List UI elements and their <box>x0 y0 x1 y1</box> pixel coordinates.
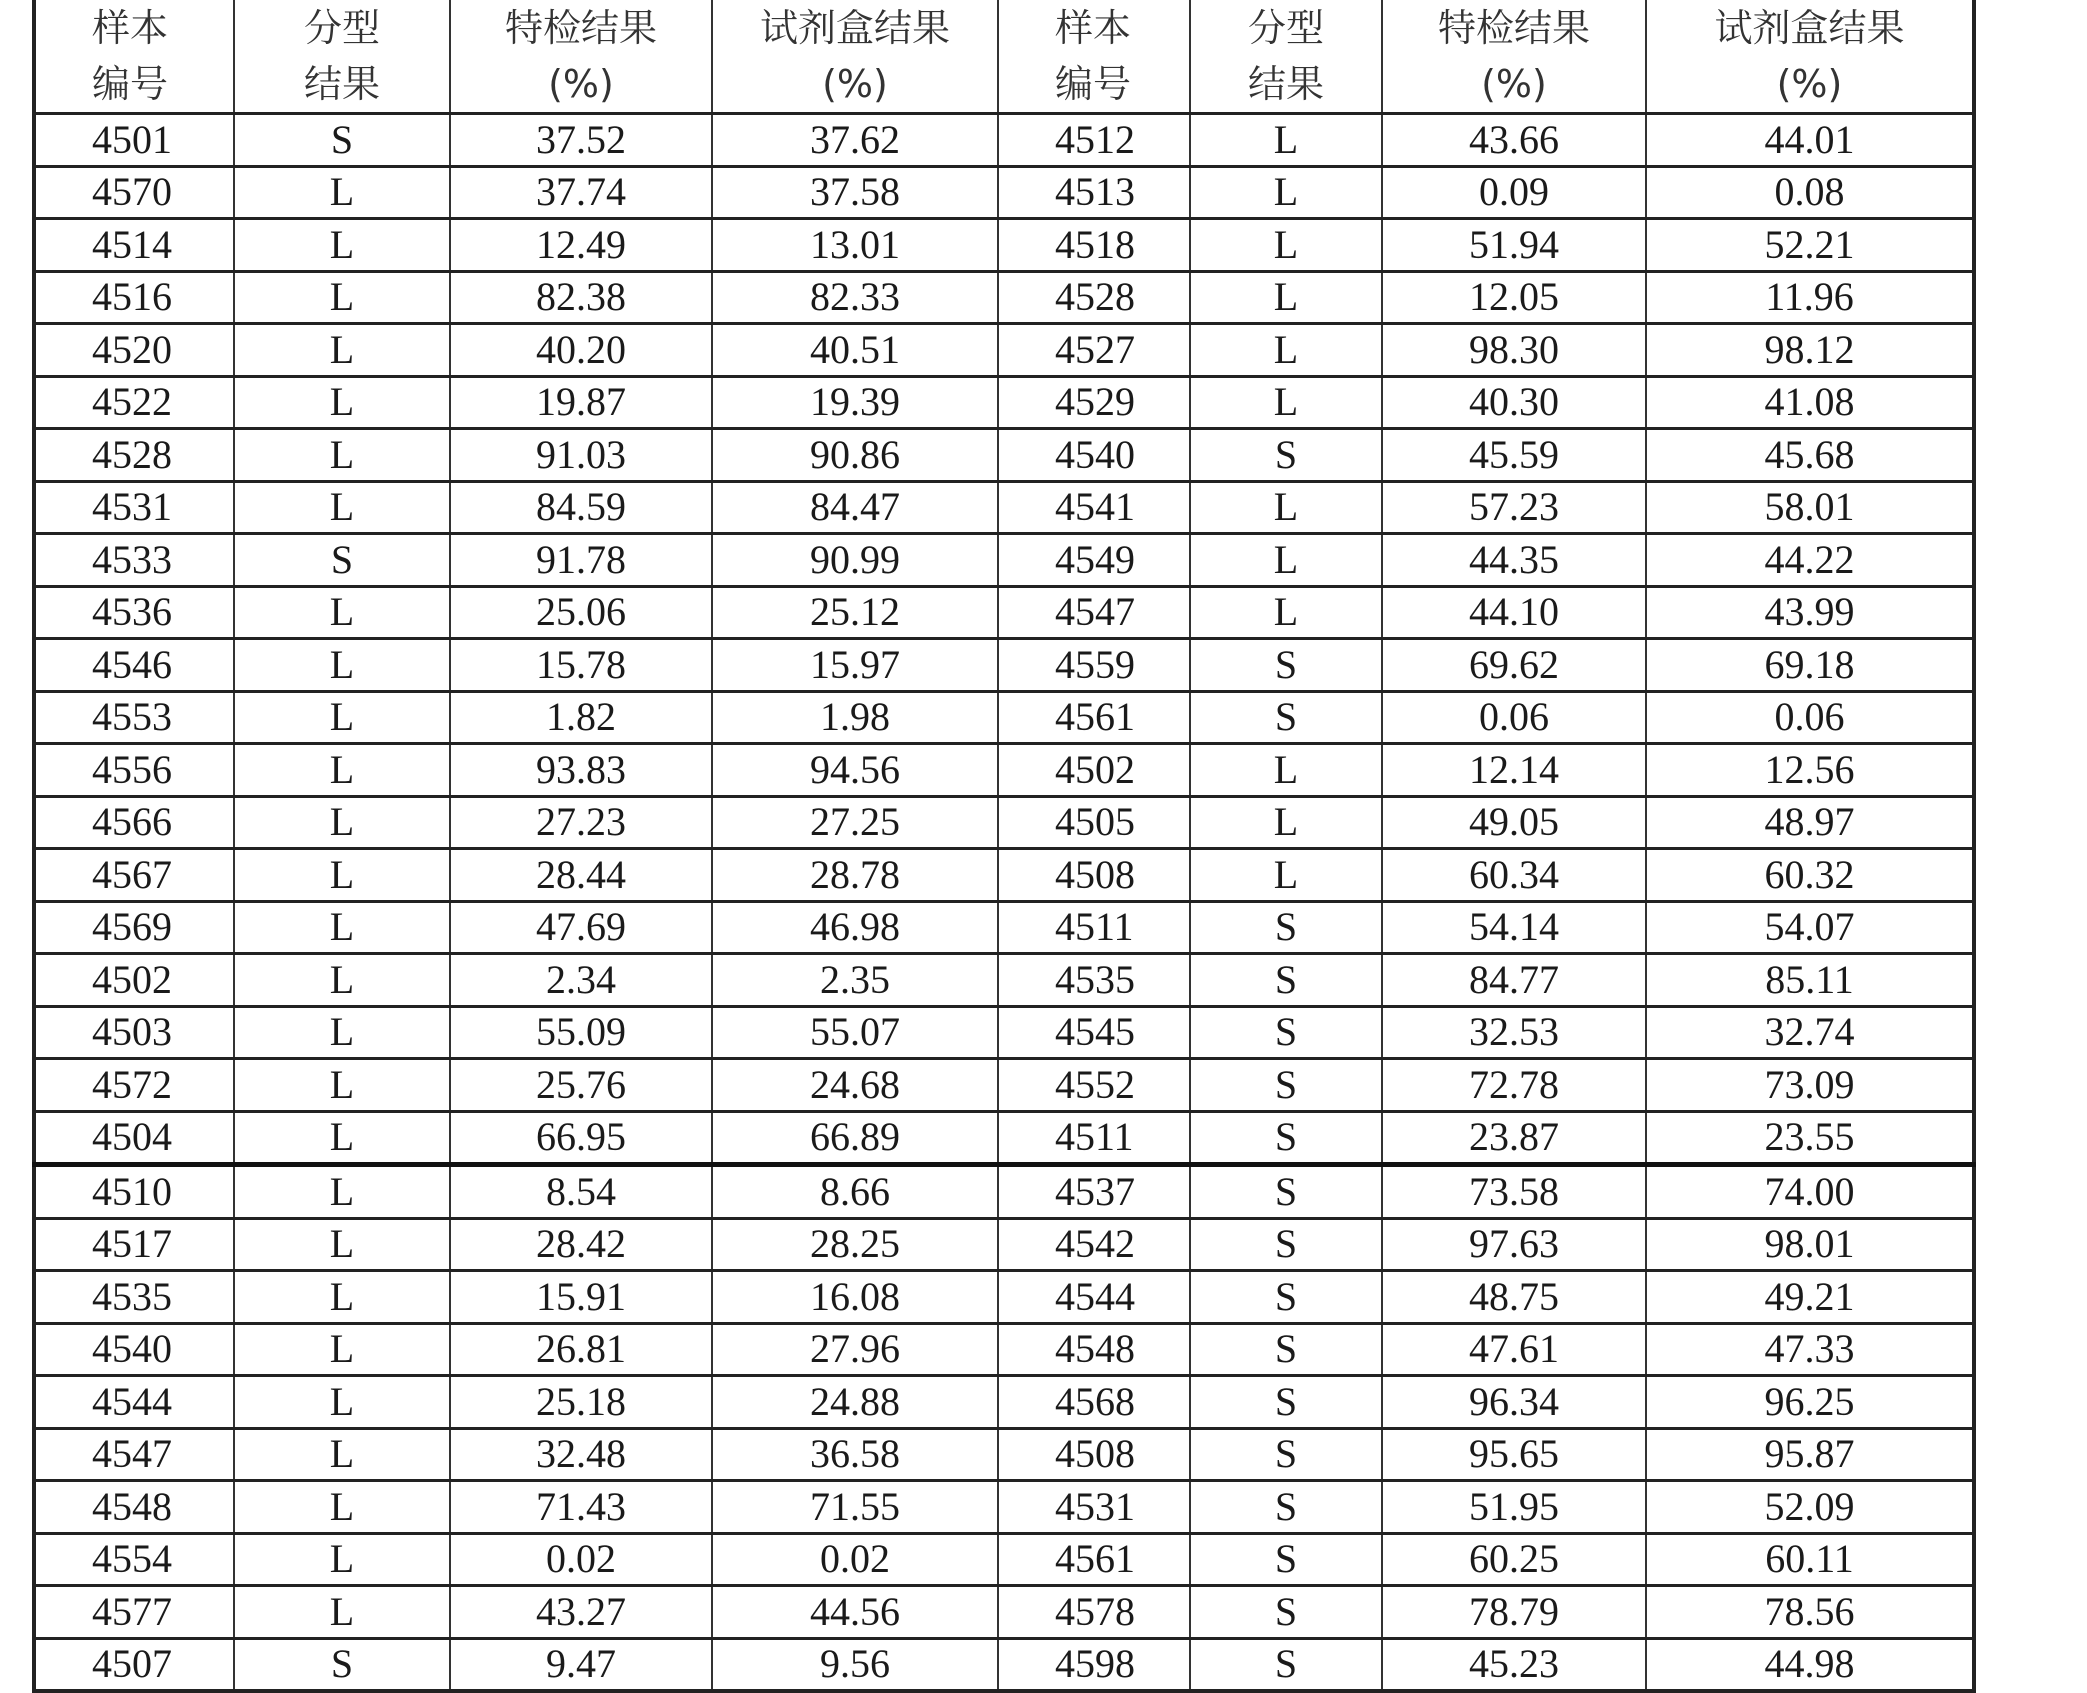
special-test-cell: 51.95 <box>1382 1481 1646 1534</box>
kit-result-cell: 32.74 <box>1646 1006 1974 1059</box>
special-test-cell: 84.77 <box>1382 954 1646 1007</box>
sample-id-cell: 4547 <box>34 1428 234 1481</box>
genotype-cell: S <box>1190 1218 1382 1271</box>
special-test-cell: 25.06 <box>450 586 712 639</box>
genotype-cell: S <box>1190 1481 1382 1534</box>
genotype-cell: L <box>234 901 450 954</box>
kit-result-cell: 28.25 <box>712 1218 998 1271</box>
special-test-cell: 69.62 <box>1382 639 1646 692</box>
table-row <box>34 849 1974 902</box>
genotype-cell: L <box>234 744 450 797</box>
special-test-cell: 44.35 <box>1382 534 1646 587</box>
sample-id-cell: 4529 <box>998 376 1190 429</box>
special-test-cell: 8.54 <box>450 1165 712 1219</box>
special-test-cell: 12.05 <box>1382 271 1646 324</box>
genotype-cell: S <box>1190 1376 1382 1429</box>
sample-id-cell: 4527 <box>998 324 1190 377</box>
header-line: 特检结果 <box>504 6 657 50</box>
sample-id-cell: 4578 <box>998 1586 1190 1639</box>
genotype-cell: S <box>1190 429 1382 482</box>
sample-id-cell: 4517 <box>34 1218 234 1271</box>
kit-result-cell: 95.87 <box>1646 1428 1974 1481</box>
header-line: 试剂盒结果 <box>1714 6 1905 50</box>
table-row <box>34 1376 1974 1429</box>
sample-id-cell: 4503 <box>34 1006 234 1059</box>
sample-id-cell: 4536 <box>34 586 234 639</box>
genotype-cell: S <box>234 534 450 587</box>
table-row <box>34 954 1974 1007</box>
kit-result-cell: 8.66 <box>712 1165 998 1219</box>
genotype-cell: S <box>1190 1006 1382 1059</box>
kit-result-cell: 66.89 <box>712 1111 998 1165</box>
genotype-cell: L <box>234 1271 450 1324</box>
special-test-cell: 72.78 <box>1382 1059 1646 1112</box>
special-test-cell: 78.79 <box>1382 1586 1646 1639</box>
genotype-cell: S <box>234 1638 450 1691</box>
genotype-cell: L <box>234 1006 450 1059</box>
special-test-cell: 84.59 <box>450 481 712 534</box>
special-test-cell: 96.34 <box>1382 1376 1646 1429</box>
header-line: 编号 <box>1055 62 1132 106</box>
kit-result-cell: 37.62 <box>712 114 998 167</box>
special-test-cell: 44.10 <box>1382 586 1646 639</box>
kit-result-cell: 27.25 <box>712 796 998 849</box>
genotype-cell: L <box>1190 534 1382 587</box>
sample-id-cell: 4531 <box>998 1481 1190 1534</box>
genotype-cell: L <box>234 954 450 1007</box>
kit-result-cell: 54.07 <box>1646 901 1974 954</box>
table-row <box>34 271 1974 324</box>
genotype-cell: L <box>234 219 450 272</box>
special-test-cell: 91.03 <box>450 429 712 482</box>
special-test-cell: 40.30 <box>1382 376 1646 429</box>
sample-id-cell: 4528 <box>34 429 234 482</box>
table-row <box>34 1586 1974 1639</box>
kit-result-cell: 98.12 <box>1646 324 1974 377</box>
sample-id-cell: 4518 <box>998 219 1190 272</box>
special-test-cell: 0.09 <box>1382 166 1646 219</box>
header-sample-id <box>34 0 234 114</box>
special-test-cell: 73.58 <box>1382 1165 1646 1219</box>
special-test-cell: 25.76 <box>450 1059 712 1112</box>
special-test-cell: 37.52 <box>450 114 712 167</box>
genotype-cell: S <box>1190 1533 1382 1586</box>
sample-id-cell: 4553 <box>34 691 234 744</box>
sample-id-cell: 4508 <box>998 1428 1190 1481</box>
table-row <box>34 691 1974 744</box>
genotype-cell: L <box>234 1218 450 1271</box>
table-row <box>34 481 1974 534</box>
header-line: (%) <box>822 62 888 106</box>
table-row <box>34 1271 1974 1324</box>
header-line: 样本 <box>1055 6 1132 50</box>
sample-id-cell: 4512 <box>998 114 1190 167</box>
header-line: 编号 <box>92 62 169 106</box>
sample-id-cell: 4522 <box>34 376 234 429</box>
table-row <box>34 1006 1974 1059</box>
genotype-cell: L <box>1190 796 1382 849</box>
table-row <box>34 1111 1974 1165</box>
special-test-cell: 28.42 <box>450 1218 712 1271</box>
sample-id-cell: 4554 <box>34 1533 234 1586</box>
table-row <box>34 219 1974 272</box>
special-test-cell: 95.65 <box>1382 1428 1646 1481</box>
sample-id-cell: 4513 <box>998 166 1190 219</box>
table-row <box>34 639 1974 692</box>
kit-result-cell: 58.01 <box>1646 481 1974 534</box>
table-row <box>34 376 1974 429</box>
genotype-cell: L <box>234 639 450 692</box>
table-header <box>34 0 1974 114</box>
header-sample-id <box>998 0 1190 114</box>
kit-result-cell: 24.68 <box>712 1059 998 1112</box>
kit-result-cell: 44.22 <box>1646 534 1974 587</box>
genotype-cell: S <box>1190 954 1382 1007</box>
kit-result-cell: 45.68 <box>1646 429 1974 482</box>
table-row <box>34 796 1974 849</box>
kit-result-cell: 0.06 <box>1646 691 1974 744</box>
sample-id-cell: 4531 <box>34 481 234 534</box>
table-row <box>34 1481 1974 1534</box>
special-test-cell: 32.48 <box>450 1428 712 1481</box>
genotype-cell: S <box>1190 901 1382 954</box>
kit-result-cell: 84.47 <box>712 481 998 534</box>
kit-result-cell: 28.78 <box>712 849 998 902</box>
kit-result-cell: 90.99 <box>712 534 998 587</box>
sample-id-cell: 4516 <box>34 271 234 324</box>
kit-result-cell: 46.98 <box>712 901 998 954</box>
sample-id-cell: 4548 <box>34 1481 234 1534</box>
kit-result-cell: 44.01 <box>1646 114 1974 167</box>
genotype-cell: S <box>1190 1111 1382 1165</box>
kit-result-cell: 1.98 <box>712 691 998 744</box>
kit-result-cell: 90.86 <box>712 429 998 482</box>
special-test-cell: 26.81 <box>450 1323 712 1376</box>
genotype-cell: S <box>234 114 450 167</box>
sample-id-cell: 4549 <box>998 534 1190 587</box>
kit-result-cell: 15.97 <box>712 639 998 692</box>
kit-result-cell: 60.32 <box>1646 849 1974 902</box>
genotype-cell: S <box>1190 639 1382 692</box>
kit-result-cell: 55.07 <box>712 1006 998 1059</box>
header-kit-result <box>712 0 998 114</box>
kit-result-cell: 49.21 <box>1646 1271 1974 1324</box>
genotype-cell: L <box>1190 849 1382 902</box>
special-test-cell: 51.94 <box>1382 219 1646 272</box>
genotype-cell: L <box>234 429 450 482</box>
header-special-test <box>1382 0 1646 114</box>
table-row <box>34 901 1974 954</box>
genotype-cell: S <box>1190 1271 1382 1324</box>
sample-id-cell: 4552 <box>998 1059 1190 1112</box>
sample-id-cell: 4540 <box>998 429 1190 482</box>
special-test-cell: 15.78 <box>450 639 712 692</box>
header-line: 分型 <box>303 6 380 50</box>
special-test-cell: 15.91 <box>450 1271 712 1324</box>
sample-id-cell: 4545 <box>998 1006 1190 1059</box>
genotype-cell: L <box>234 1376 450 1429</box>
kit-result-cell: 0.02 <box>712 1533 998 1586</box>
special-test-cell: 57.23 <box>1382 481 1646 534</box>
genotype-cell: L <box>234 1059 450 1112</box>
special-test-cell: 0.06 <box>1382 691 1646 744</box>
special-test-cell: 47.61 <box>1382 1323 1646 1376</box>
kit-result-cell: 0.08 <box>1646 166 1974 219</box>
genotype-cell: L <box>1190 586 1382 639</box>
genotype-cell: L <box>1190 744 1382 797</box>
header-line: (%) <box>548 62 614 106</box>
sample-id-cell: 4548 <box>998 1323 1190 1376</box>
header-genotype <box>1190 0 1382 114</box>
table-row <box>34 1059 1974 1112</box>
genotype-cell: L <box>234 1323 450 1376</box>
table-row <box>34 534 1974 587</box>
special-test-cell: 40.20 <box>450 324 712 377</box>
genotype-cell: S <box>1190 1165 1382 1219</box>
kit-result-cell: 44.98 <box>1646 1638 1974 1691</box>
special-test-cell: 32.53 <box>1382 1006 1646 1059</box>
sample-id-cell: 4559 <box>998 639 1190 692</box>
kit-result-cell: 24.88 <box>712 1376 998 1429</box>
special-test-cell: 60.25 <box>1382 1533 1646 1586</box>
sample-id-cell: 4537 <box>998 1165 1190 1219</box>
header-kit-result <box>1646 0 1974 114</box>
genotype-cell: L <box>234 1428 450 1481</box>
table-row <box>34 744 1974 797</box>
sample-id-cell: 4544 <box>998 1271 1190 1324</box>
sample-id-cell: 4508 <box>998 849 1190 902</box>
sample-id-cell: 4547 <box>998 586 1190 639</box>
kit-result-cell: 47.33 <box>1646 1323 1974 1376</box>
header-special-test <box>450 0 712 114</box>
kit-result-cell: 71.55 <box>712 1481 998 1534</box>
sample-id-cell: 4502 <box>998 744 1190 797</box>
table-row <box>34 1218 1974 1271</box>
genotype-cell: L <box>234 1586 450 1639</box>
special-test-cell: 54.14 <box>1382 901 1646 954</box>
kit-result-cell: 52.21 <box>1646 219 1974 272</box>
header-line: 结果 <box>303 62 380 106</box>
sample-id-cell: 4561 <box>998 691 1190 744</box>
header-line: (%) <box>1481 62 1547 106</box>
kit-result-cell: 96.25 <box>1646 1376 1974 1429</box>
table-row <box>34 1323 1974 1376</box>
kit-result-cell: 69.18 <box>1646 639 1974 692</box>
special-test-cell: 23.87 <box>1382 1111 1646 1165</box>
kit-result-cell: 78.56 <box>1646 1586 1974 1639</box>
table-row <box>34 324 1974 377</box>
kit-result-cell: 73.09 <box>1646 1059 1974 1112</box>
sample-id-cell: 4567 <box>34 849 234 902</box>
table-row <box>34 166 1974 219</box>
table-row <box>34 586 1974 639</box>
table-row <box>34 429 1974 482</box>
sample-id-cell: 4568 <box>998 1376 1190 1429</box>
special-test-cell: 97.63 <box>1382 1218 1646 1271</box>
sample-id-cell: 4502 <box>34 954 234 1007</box>
sample-id-cell: 4561 <box>998 1533 1190 1586</box>
sample-id-cell: 4570 <box>34 166 234 219</box>
genotype-cell: L <box>234 271 450 324</box>
genotype-cell: L <box>1190 271 1382 324</box>
table-row <box>34 1533 1974 1586</box>
kit-result-cell: 82.33 <box>712 271 998 324</box>
sample-id-cell: 4507 <box>34 1638 234 1691</box>
kit-result-cell: 25.12 <box>712 586 998 639</box>
special-test-cell: 49.05 <box>1382 796 1646 849</box>
special-test-cell: 45.23 <box>1382 1638 1646 1691</box>
sample-id-cell: 4528 <box>998 271 1190 324</box>
genotype-cell: L <box>234 481 450 534</box>
header-line: 分型 <box>1247 6 1324 50</box>
special-test-cell: 2.34 <box>450 954 712 1007</box>
genotype-cell: S <box>1190 1428 1382 1481</box>
header-line: 特检结果 <box>1437 6 1590 50</box>
table-row <box>34 114 1974 167</box>
genotype-cell: S <box>1190 1323 1382 1376</box>
sample-id-cell: 4566 <box>34 796 234 849</box>
sample-id-cell: 4541 <box>998 481 1190 534</box>
sample-id-cell: 4542 <box>998 1218 1190 1271</box>
genotype-cell: L <box>234 324 450 377</box>
sample-id-cell: 4514 <box>34 219 234 272</box>
genotype-cell: L <box>234 1533 450 1586</box>
kit-result-cell: 13.01 <box>712 219 998 272</box>
special-test-cell: 66.95 <box>450 1111 712 1165</box>
genotype-cell: L <box>234 849 450 902</box>
special-test-cell: 27.23 <box>450 796 712 849</box>
genotype-cell: S <box>1190 691 1382 744</box>
sample-id-cell: 4504 <box>34 1111 234 1165</box>
kit-result-cell: 12.56 <box>1646 744 1974 797</box>
special-test-cell: 98.30 <box>1382 324 1646 377</box>
kit-result-cell: 9.56 <box>712 1638 998 1691</box>
sample-id-cell: 4501 <box>34 114 234 167</box>
header-line: 结果 <box>1247 62 1324 106</box>
sample-id-cell: 4569 <box>34 901 234 954</box>
special-test-cell: 82.38 <box>450 271 712 324</box>
sample-id-cell: 4577 <box>34 1586 234 1639</box>
sample-id-cell: 4546 <box>34 639 234 692</box>
results-table <box>32 0 1976 1693</box>
special-test-cell: 45.59 <box>1382 429 1646 482</box>
special-test-cell: 1.82 <box>450 691 712 744</box>
genotype-cell: L <box>234 586 450 639</box>
kit-result-cell: 19.39 <box>712 376 998 429</box>
special-test-cell: 9.47 <box>450 1638 712 1691</box>
sample-id-cell: 4535 <box>998 954 1190 1007</box>
header-line: (%) <box>1776 62 1843 106</box>
kit-result-cell: 85.11 <box>1646 954 1974 1007</box>
genotype-cell: L <box>234 1165 450 1219</box>
special-test-cell: 60.34 <box>1382 849 1646 902</box>
special-test-cell: 19.87 <box>450 376 712 429</box>
special-test-cell: 55.09 <box>450 1006 712 1059</box>
special-test-cell: 47.69 <box>450 901 712 954</box>
sample-id-cell: 4510 <box>34 1165 234 1219</box>
genotype-cell: L <box>234 691 450 744</box>
kit-result-cell: 98.01 <box>1646 1218 1974 1271</box>
special-test-cell: 91.78 <box>450 534 712 587</box>
sample-id-cell: 4572 <box>34 1059 234 1112</box>
genotype-cell: L <box>234 166 450 219</box>
kit-result-cell: 11.96 <box>1646 271 1974 324</box>
genotype-cell: L <box>1190 219 1382 272</box>
kit-result-cell: 36.58 <box>712 1428 998 1481</box>
genotype-cell: S <box>1190 1059 1382 1112</box>
genotype-cell: L <box>234 796 450 849</box>
sample-id-cell: 4544 <box>34 1376 234 1429</box>
kit-result-cell: 43.99 <box>1646 586 1974 639</box>
kit-result-cell: 23.55 <box>1646 1111 1974 1165</box>
genotype-cell: L <box>1190 376 1382 429</box>
sample-id-cell: 4598 <box>998 1638 1190 1691</box>
kit-result-cell: 52.09 <box>1646 1481 1974 1534</box>
header-line: 试剂盒结果 <box>759 6 950 50</box>
special-test-cell: 43.66 <box>1382 114 1646 167</box>
header-genotype <box>234 0 450 114</box>
kit-result-cell: 40.51 <box>712 324 998 377</box>
genotype-cell: S <box>1190 1586 1382 1639</box>
table-row <box>34 1638 1974 1691</box>
sample-id-cell: 4520 <box>34 324 234 377</box>
sample-id-cell: 4511 <box>998 1111 1190 1165</box>
kit-result-cell: 44.56 <box>712 1586 998 1639</box>
sample-id-cell: 4540 <box>34 1323 234 1376</box>
sample-id-cell: 4535 <box>34 1271 234 1324</box>
special-test-cell: 93.83 <box>450 744 712 797</box>
kit-result-cell: 94.56 <box>712 744 998 797</box>
genotype-cell: L <box>234 1111 450 1165</box>
special-test-cell: 12.49 <box>450 219 712 272</box>
kit-result-cell: 27.96 <box>712 1323 998 1376</box>
kit-result-cell: 2.35 <box>712 954 998 1007</box>
genotype-cell: S <box>1190 1638 1382 1691</box>
sample-id-cell: 4505 <box>998 796 1190 849</box>
header-row <box>34 0 1974 114</box>
genotype-cell: L <box>1190 114 1382 167</box>
special-test-cell: 48.75 <box>1382 1271 1646 1324</box>
genotype-cell: L <box>1190 324 1382 377</box>
genotype-cell: L <box>234 376 450 429</box>
special-test-cell: 25.18 <box>450 1376 712 1429</box>
header-line: 样本 <box>92 6 169 50</box>
kit-result-cell: 41.08 <box>1646 376 1974 429</box>
kit-result-cell: 74.00 <box>1646 1165 1974 1219</box>
special-test-cell: 0.02 <box>450 1533 712 1586</box>
table-row <box>34 1165 1974 1219</box>
genotype-cell: L <box>1190 481 1382 534</box>
special-test-cell: 28.44 <box>450 849 712 902</box>
kit-result-cell: 37.58 <box>712 166 998 219</box>
kit-result-cell: 60.11 <box>1646 1533 1974 1586</box>
sample-id-cell: 4556 <box>34 744 234 797</box>
special-test-cell: 37.74 <box>450 166 712 219</box>
table-body <box>34 114 1974 1692</box>
genotype-cell: L <box>234 1481 450 1534</box>
special-test-cell: 12.14 <box>1382 744 1646 797</box>
genotype-cell: L <box>1190 166 1382 219</box>
sample-id-cell: 4533 <box>34 534 234 587</box>
special-test-cell: 71.43 <box>450 1481 712 1534</box>
sample-id-cell: 4511 <box>998 901 1190 954</box>
table-row <box>34 1428 1974 1481</box>
special-test-cell: 43.27 <box>450 1586 712 1639</box>
kit-result-cell: 16.08 <box>712 1271 998 1324</box>
kit-result-cell: 48.97 <box>1646 796 1974 849</box>
